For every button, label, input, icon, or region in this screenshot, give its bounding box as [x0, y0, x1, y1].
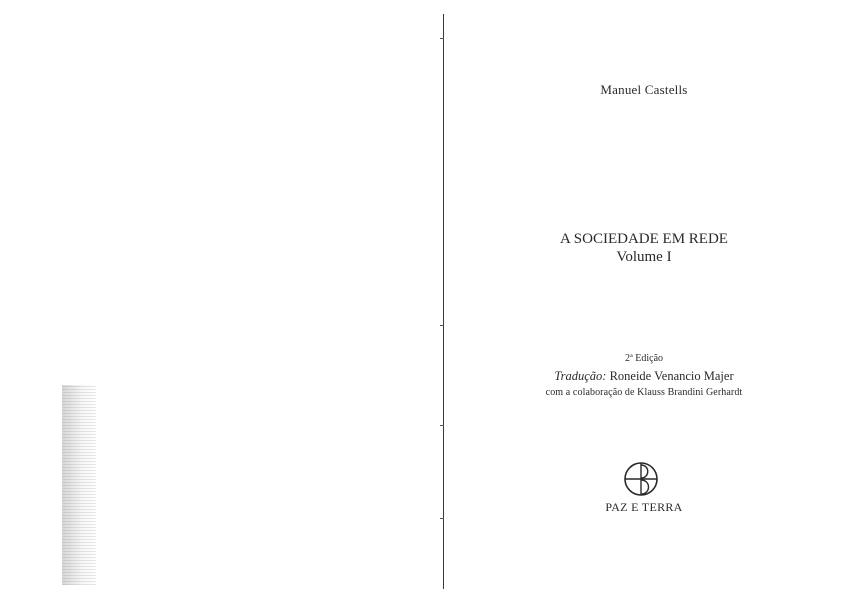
book-spine [443, 14, 444, 589]
page-edge-shadow [62, 385, 96, 585]
title-main: A SOCIEDADE EM REDE [560, 231, 728, 247]
spine-mark [440, 38, 444, 39]
translation-label: Tradução: [554, 369, 607, 383]
spine-mark [440, 425, 444, 426]
book-title [446, 230, 842, 266]
translator-name: Roneide Venancio Majer [609, 369, 734, 383]
publisher-name: PAZ E TERRA [605, 500, 683, 514]
spine-mark [440, 325, 444, 326]
spine-mark [440, 518, 444, 519]
title-page [446, 0, 842, 595]
author-name: Manuel Castells [600, 82, 688, 97]
collaboration-credit: com a colaboração de Klauss Brandini Gerhardt [545, 387, 743, 398]
paz-e-terra-logo-icon [623, 461, 659, 497]
translation-credit [446, 369, 842, 384]
edition-label: 2ª Edição [624, 353, 664, 364]
title-volume: Volume I [616, 249, 672, 265]
